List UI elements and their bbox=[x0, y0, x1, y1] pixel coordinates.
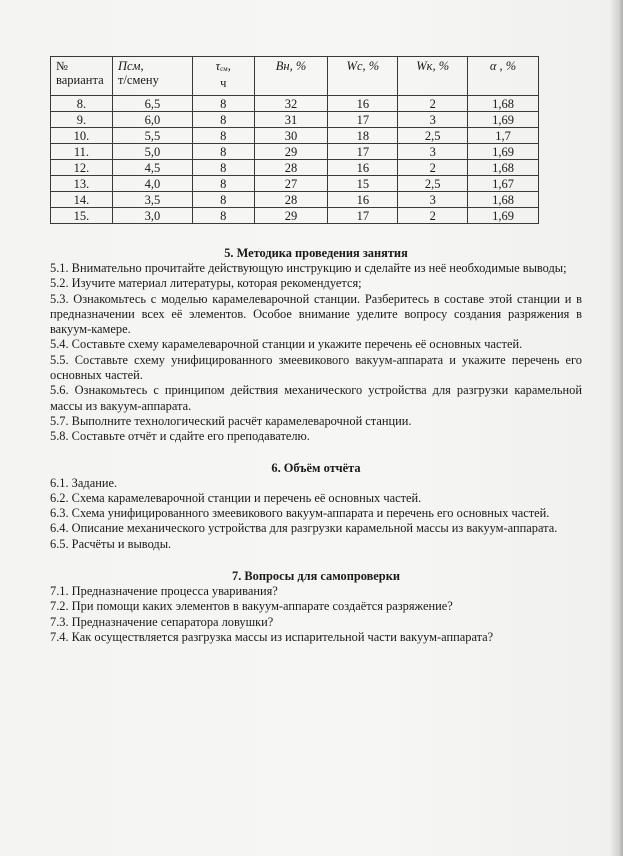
table-cell: 18 bbox=[328, 128, 398, 144]
header-wc bbox=[328, 57, 398, 96]
section5-item: 5.6. Ознакомьтесь с принципом действия механического устройства для разгрузки карамельной массы из вакуум-аппарата. bbox=[50, 383, 582, 413]
section7-item: 7.1. Предназначение процесса уваривания? bbox=[50, 584, 278, 599]
table-cell: 8 bbox=[192, 192, 254, 208]
table-row bbox=[51, 112, 539, 128]
header-wc-text: Wс, % bbox=[346, 59, 380, 73]
section6-item: 6.3. Схема унифицированного змеевикового вакуум-аппарата и перечень его основных частей. bbox=[50, 506, 550, 521]
table-row bbox=[51, 128, 539, 144]
table-cell: 29 bbox=[254, 208, 328, 224]
header-alpha-text: α , % bbox=[489, 59, 517, 73]
table-cell: 3 bbox=[398, 144, 468, 160]
header-variant-line1: № bbox=[56, 59, 68, 73]
table-cell: 8 bbox=[192, 112, 254, 128]
section7-item: 7.4. Как осуществляется разгрузка массы из испарительной части вакуум-аппарата? bbox=[50, 629, 494, 644]
table-cell: 8 bbox=[192, 128, 254, 144]
section5-item: 5.5. Составьте схему унифицированного змеевикового вакуум-аппарата и укажите перечень его основных частей. bbox=[50, 352, 582, 383]
table-cell: 30 bbox=[254, 128, 328, 144]
table-cell: 17 bbox=[328, 208, 398, 224]
table-cell: 5,5 bbox=[112, 128, 192, 144]
table-cell: 14. bbox=[51, 192, 113, 208]
table-cell: 1,68 bbox=[468, 96, 539, 112]
header-wk bbox=[398, 57, 468, 96]
table-cell: 28 bbox=[254, 160, 328, 176]
header-psm-line2: т/смену bbox=[117, 73, 159, 87]
header-psm-line1: Псм, bbox=[117, 59, 144, 73]
header-vn bbox=[254, 57, 328, 96]
table-cell: 16 bbox=[328, 96, 398, 112]
header-tau-comma: , bbox=[227, 59, 231, 73]
header-tau-subscript: см bbox=[220, 65, 228, 73]
table-cell: 32 bbox=[254, 96, 328, 112]
section7-item: 7.2. При помощи каких элементов в вакуум-аппарате создаётся разряжение? bbox=[50, 599, 453, 614]
table-cell: 6,0 bbox=[112, 112, 192, 128]
table-cell: 1,69 bbox=[468, 112, 539, 128]
header-vn-text: Вн, % bbox=[275, 59, 307, 73]
table-cell: 2,5 bbox=[398, 128, 468, 144]
table-cell: 16 bbox=[328, 192, 398, 208]
header-tau bbox=[192, 57, 254, 96]
header-tau-unit: ч bbox=[220, 76, 227, 90]
section5-item: 5.1. Внимательно прочитайте действующую инструкцию и сделайте из неё необходимые выводы; bbox=[50, 261, 567, 275]
table-cell: 2 bbox=[398, 96, 468, 112]
table-header-row bbox=[51, 57, 539, 96]
table-cell: 3 bbox=[398, 192, 468, 208]
header-variant-line2: варианта bbox=[56, 73, 104, 87]
table-row bbox=[51, 144, 539, 160]
document-body bbox=[50, 245, 582, 645]
table-cell: 3,5 bbox=[112, 192, 192, 208]
section6-item: 6.1. Задание. bbox=[50, 475, 118, 490]
table-cell: 17 bbox=[328, 112, 398, 128]
table-cell: 12. bbox=[51, 160, 113, 176]
table-row bbox=[51, 176, 539, 192]
table-cell: 5,0 bbox=[112, 144, 192, 160]
table-cell: 9. bbox=[51, 112, 113, 128]
section7-list bbox=[50, 584, 582, 645]
table-cell: 2 bbox=[398, 160, 468, 176]
section5-item: 5.8. Составьте отчёт и сдайте его преподавателю. bbox=[50, 429, 310, 444]
table-row bbox=[51, 160, 539, 176]
table-cell: 11. bbox=[51, 144, 113, 160]
table-row bbox=[51, 192, 539, 208]
table-cell: 1,69 bbox=[468, 208, 539, 224]
table-cell: 27 bbox=[254, 176, 328, 192]
table-cell: 28 bbox=[254, 192, 328, 208]
section6-list bbox=[50, 476, 582, 552]
section6-item: 6.2. Схема карамелеварочной станции и перечень её основных частей. bbox=[50, 490, 422, 505]
variants-table bbox=[50, 56, 539, 224]
section7-item: 7.3. Предназначение сепаратора ловушки? bbox=[50, 614, 274, 629]
section6-title: 6. Объём отчёта bbox=[271, 460, 361, 475]
table-cell: 8 bbox=[192, 144, 254, 160]
table-cell: 31 bbox=[254, 112, 328, 128]
table-cell: 17 bbox=[328, 144, 398, 160]
section7-title: 7. Вопросы для самопроверки bbox=[232, 569, 400, 584]
section5-item: 5.3. Ознакомьтесь с моделью карамелеварочной станции. Разберитесь в составе этой станции и в предназначении всех её элементов. Особое внимание уделите вопросу создания разряжения в вакуум-камере. bbox=[50, 291, 582, 337]
table-cell: 29 bbox=[254, 144, 328, 160]
table-cell: 8 bbox=[192, 160, 254, 176]
header-wk-text: Wк, % bbox=[416, 59, 450, 73]
table-body bbox=[51, 96, 539, 224]
section5-item: 5.2. Изучите материал литературы, которая рекомендуется; bbox=[50, 276, 362, 291]
table-cell: 1,7 bbox=[468, 128, 539, 144]
table-cell: 8 bbox=[192, 208, 254, 224]
section6-item: 6.4. Описание механического устройства для разгрузки карамельной массы из вакуум-аппарата. bbox=[50, 521, 558, 536]
table-cell: 10. bbox=[51, 128, 113, 144]
table-cell: 4,0 bbox=[112, 176, 192, 192]
table-cell: 1,67 bbox=[468, 176, 539, 192]
page-edge-shadow bbox=[609, 0, 623, 856]
table-cell: 8 bbox=[192, 176, 254, 192]
header-psm bbox=[112, 57, 192, 96]
table-cell: 15 bbox=[328, 176, 398, 192]
table-cell: 13. bbox=[51, 176, 113, 192]
table-cell: 6,5 bbox=[112, 96, 192, 112]
section5-item: 5.4. Составьте схему карамелеварочной станции и укажите перечень её основных частей. bbox=[50, 337, 523, 352]
section5-list bbox=[50, 261, 582, 445]
table-cell: 8 bbox=[192, 96, 254, 112]
table-cell: 1,68 bbox=[468, 160, 539, 176]
table-cell: 1,68 bbox=[468, 192, 539, 208]
table-cell: 4,5 bbox=[112, 160, 192, 176]
table-cell: 15. bbox=[51, 208, 113, 224]
table-cell: 1,69 bbox=[468, 144, 539, 160]
section6-item: 6.5. Расчёты и выводы. bbox=[50, 536, 172, 551]
table-cell: 2 bbox=[398, 208, 468, 224]
header-tau-symbol: τ bbox=[215, 59, 221, 73]
table-cell: 8. bbox=[51, 96, 113, 112]
table-row bbox=[51, 96, 539, 112]
section5-title: 5. Методика проведения занятия bbox=[224, 246, 408, 260]
section5-item: 5.7. Выполните технологический расчёт карамелеварочной станции. bbox=[50, 413, 412, 428]
table-cell: 16 bbox=[328, 160, 398, 176]
header-alpha bbox=[468, 57, 539, 96]
table-cell: 3 bbox=[398, 112, 468, 128]
table-cell: 2,5 bbox=[398, 176, 468, 192]
table-row bbox=[51, 208, 539, 224]
table-cell: 3,0 bbox=[112, 208, 192, 224]
header-variant bbox=[51, 57, 113, 96]
